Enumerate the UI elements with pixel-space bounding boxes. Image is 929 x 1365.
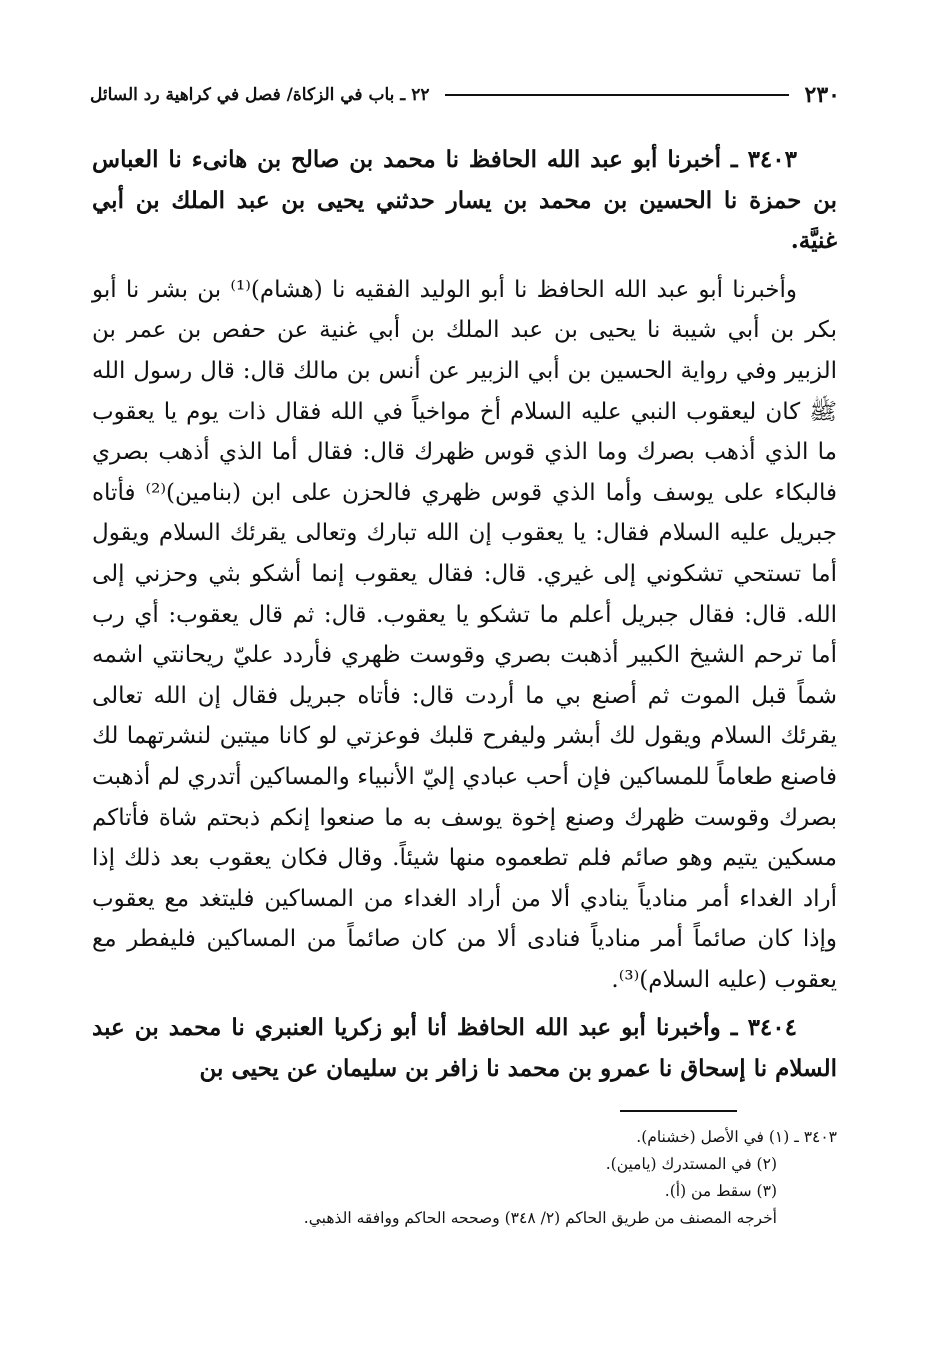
footnote-takhrij: أخرجه المصنف من طريق الحاكم (٢/ ٣٤٨) وصححه الحاكم ووافقه الذهبي. <box>303 1209 777 1227</box>
footnote-rule <box>620 1110 737 1112</box>
footnote-1: ٣٤٠٣ ـ (١) في الأصل (خشنام). <box>636 1128 837 1146</box>
footnote-3: (٣) سقط من (أ). <box>664 1182 777 1200</box>
hadith-3403-chain-2: وأخبرنا أبو عبد الله الحافظ نا أبو الوليد الفقيه نا (هشام)⁽¹⁾ بن بشر نا أبو بكر بن أبي شيبة نا يحيى بن عبد الملك بن أبي غنية عن حفص بن عمر بن الزبير وفي رواية الحسين بن أبي الزبير عن أنس بن مالك قال: قال رسول الله ﷺ كان ليعقوب النبي عليه السلام أخ مواخياً في الله فقال ذات يوم يا يعقوب ما الذي أذهب بصرك وما الذي قوس ظهرك قال: فقال أما الذي أذهب بصري فالبكاء على يوسف وأما الذي قوس ظهري فالحزن على ابن (بنامين)⁽²⁾ فأتاه جبريل عليه السلام فقال: يا يعقوب إن الله تبارك وتعالى يقرئك السلام ويقول أما تستحي تشكوني إلى غيري. قال: فقال يعقوب إنما أشكو بثي وحزني إلى الله. قال: فقال جبريل أعلم ما تشكو يا يعقوب. قال: ثم قال يعقوب: أي رب أما ترحم الشيخ الكبير أذهبت بصري وقوست ظهري فأردد عليّ ريحانتي اشمه شماً قبل الموت ثم أصنع بي ما أردت قال: فأتاه جبريل فقال إن الله تعالى يقرئك السلام ويقول لك أبشر وليفرح قلبك فوعزتي لو كانا ميتين لنشرتهما لك فاصنع طعاماً للمساكين فإن أحب عبادي إليّ الأنبياء والمساكين أتدري لم أذهبت بصرك وقوست ظهرك وصنع إخوة يوسف به ما صنعوا إنكم ذبحتم شاة فأتاكم مسكين يتيم وهو صائم فلم تطعموه منها شيئاً. وقال فكان يعقوب بعد ذلك إذا أراد الغداء أمر منادياً ينادي ألا من أراد الغداء من المساكين فليتغد مع يعقوب وإذا كان صائماً أمر منادياً فنادى ألا من كان صائماً من المساكين فليفطر مع يعقوب (عليه السلام)⁽³⁾. <box>92 276 837 993</box>
footnotes <box>92 1124 837 1232</box>
page-number: ٢٣٠ <box>804 82 840 108</box>
header-rule <box>445 94 788 96</box>
main-text <box>92 140 837 1098</box>
hadith-3403: ٣٤٠٣ ـ أخبرنا أبو عبد الله الحافظ نا محمد بن صالح بن هانىء نا العباس بن حمزة نا الحسين بن محمد بن يسار حدثني يحيى بن عبد الملك بن أبي غنيَّة. <box>92 146 837 255</box>
page-header <box>90 80 840 110</box>
hadith-3404: ٣٤٠٤ ـ وأخبرنا أبو عبد الله الحافظ أنا أبو زكريا العنبري نا محمد بن عبد السلام نا إسحاق نا عمرو بن محمد نا زافر بن سليمان عن يحيى بن <box>92 1014 837 1083</box>
running-title: ٢٢ ـ باب في الزكاة/ فصل في كراهية رد السائل <box>90 85 430 105</box>
footnote-2: (٢) في المستدرك (يامين). <box>605 1155 777 1173</box>
